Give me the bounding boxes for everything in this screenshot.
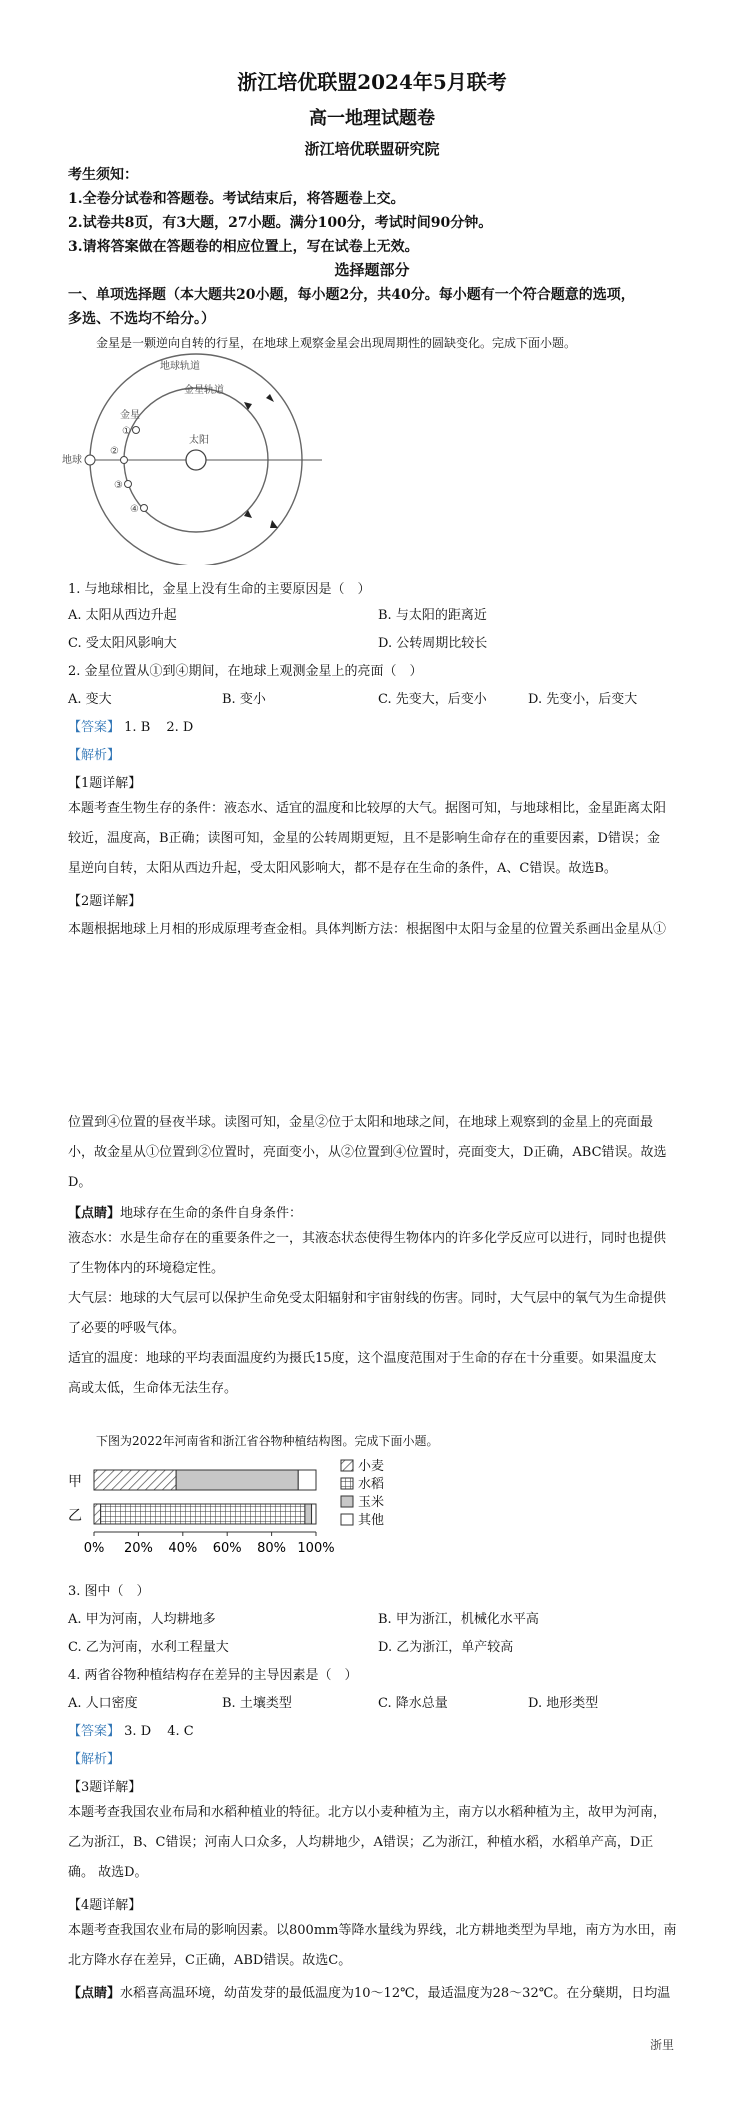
legend-swatch-corn	[341, 1496, 353, 1507]
detail-label: 【1题详解】	[68, 776, 142, 791]
tip-line: 高或太低，生命体无法生存。	[68, 1381, 238, 1396]
marker-3: ③	[114, 480, 123, 491]
part-title: 选择题部分	[334, 261, 410, 279]
answer-line	[68, 1720, 194, 1739]
detail-label: 【2题详解】	[68, 894, 142, 909]
venus-label: 金星	[120, 410, 140, 421]
notice-item: 3.请将答案做在答题卷的相应位置上，写在试卷上无效。	[68, 239, 419, 255]
earth-label: 地球	[62, 455, 82, 466]
tip-line: 了必要的呼吸气体。	[68, 1321, 186, 1336]
analysis-label: 【解析】	[68, 1752, 121, 1767]
notice-item: 1.全卷分试卷和答题卷。考试结束后，将答题卷上交。	[68, 191, 405, 207]
detail-line: 北方降水存在差异，C正确，ABD错误。故选C。	[68, 1953, 352, 1968]
option-a: A. 太阳从西边升起	[68, 608, 177, 623]
bar-rice-yi	[101, 1504, 305, 1524]
group-intro: 下图为2022年河南省和浙江省谷物种植结构图。完成下面小题。	[96, 1434, 439, 1448]
tip-title: 地球存在生命的条件自身条件：	[120, 1206, 303, 1221]
detail-text	[68, 1916, 680, 1976]
marker-1: ①	[122, 426, 131, 437]
venus-arrow	[244, 510, 252, 518]
detail-label: 【4题详解】	[68, 1898, 142, 1913]
answer-value: 4. C	[167, 1724, 194, 1739]
option-d: D. 公转周期比较长	[378, 636, 488, 651]
bar-wheat-jia	[94, 1470, 176, 1490]
venus-position-1	[133, 427, 140, 434]
option-c: C. 乙为河南，水利工程量大	[68, 1640, 229, 1655]
option-a: A. 人口密度	[68, 1696, 138, 1711]
footer-watermark: 浙里	[650, 2038, 675, 2052]
detail-line: 本题考查我国农业布局的影响因素。以800mm等降水量线为界线，北方耕地类型为旱地，南方为水田，南	[68, 1923, 677, 1938]
category-label: 乙	[68, 1508, 82, 1524]
x-tick-label: 60%	[212, 1541, 242, 1556]
option-b: B. 甲为浙江，机械化水平高	[378, 1612, 539, 1627]
option-d: D. 先变小，后变大	[528, 692, 638, 707]
detail-line: 乙为浙江，B、C错误；河南人口众多，人均耕地少，A错误；乙为浙江，种植水稻，水稻单产高，D正	[68, 1835, 654, 1850]
tip-text	[68, 1224, 680, 1404]
page-title: 浙江培优联盟2024年5月联考	[237, 70, 507, 94]
venus-orbit-label: 金星轨道	[184, 385, 224, 396]
answer-line	[68, 716, 193, 735]
detail-line: 本题考查生物生存的条件：液态水、适宜的温度和比较厚的大气。据图可知，与地球相比，金星距离太阳	[68, 801, 667, 816]
legend-swatch-other	[341, 1514, 353, 1525]
detail-line: 较近，温度高，B正确；读图可知，金星的公转周期更短，且不是影响生命存在的重要因素，D错误；金	[68, 831, 660, 846]
earth-arrow	[266, 394, 274, 402]
legend-label: 水稻	[358, 1477, 385, 1492]
bar-other-yi	[312, 1504, 316, 1524]
detail-text	[68, 794, 680, 884]
x-tick-label: 40%	[168, 1541, 198, 1556]
option-b: B. 变小	[222, 692, 266, 707]
sun-circle	[186, 450, 206, 470]
detail-line: 小，故金星从①位置到②位置时，亮面变小，从②位置到④位置时，亮面变大，D正确，ABC错误。故选	[68, 1145, 667, 1160]
tip-line: 适宜的温度：地球的平均表面温度约为摄氏15度，这个温度范围对于生命的存在十分重要。如果温度太	[68, 1351, 657, 1366]
bar-wheat-yi	[94, 1504, 101, 1524]
option-c: C. 先变大，后变小	[378, 692, 487, 707]
earth-dot	[85, 455, 95, 465]
organization: 浙江培优联盟研究院	[304, 140, 440, 158]
section-heading: 一、单项选择题（本大题共20小题，每小题2分，共40分。每小题有一个符合题意的选项，	[68, 287, 635, 303]
question-stem: 4. 两省谷物种植结构存在差异的主导因素是（ ）	[68, 1668, 358, 1683]
option-d: D. 乙为浙江，单产较高	[378, 1640, 514, 1655]
tip-label: 【点睛】	[68, 1986, 121, 2001]
option-c: C. 降水总量	[378, 1696, 448, 1711]
analysis-label: 【解析】	[68, 748, 121, 763]
detail-line: 位置到④位置的昼夜半球。读图可知，金星②位于太阳和地球之间，在地球上观察到的金星上的亮面最	[68, 1115, 654, 1130]
x-tick-label: 20%	[123, 1541, 153, 1556]
venus-position-3	[125, 481, 132, 488]
question-stem: 2. 金星位置从①到④期间，在地球上观测金星上的亮面（ ）	[68, 664, 423, 679]
detail-line: 本题考查我国农业布局和水稻种植业的特征。北方以小麦种植为主，南方以水稻种植为主，故甲为河南，	[68, 1805, 667, 1820]
answer-value: 1. B	[124, 720, 151, 735]
question-stem: 1. 与地球相比，金星上没有生命的主要原因是（ ）	[68, 582, 371, 597]
venus-orbit-figure	[62, 350, 322, 565]
tip-label: 【点睛】	[68, 1206, 121, 1221]
answer-label: 【答案】	[68, 720, 121, 735]
answer-label: 【答案】	[68, 1724, 121, 1739]
legend-label: 玉米	[358, 1495, 385, 1510]
tip-line: 了生物体内的环境稳定性。	[68, 1261, 225, 1276]
option-b: B. 与太阳的距离近	[378, 608, 487, 623]
x-tick-label: 80%	[257, 1541, 287, 1556]
detail-text	[68, 1798, 680, 1888]
detail-label: 【3题详解】	[68, 1780, 142, 1795]
x-tick-label: 100%	[297, 1541, 335, 1556]
legend-label: 小麦	[358, 1459, 385, 1474]
earth-arrow	[270, 520, 278, 528]
tip-heading	[68, 1202, 302, 1221]
legend-swatch-wheat	[341, 1460, 353, 1471]
detail-line: 本题根据地球上月相的形成原理考查金相。具体判断方法：根据图中太阳与金星的位置关系画出金星从①	[68, 922, 667, 937]
legend-swatch-rice	[341, 1478, 353, 1489]
group-intro: 金星是一颗逆向自转的行星，在地球上观察金星会出现周期性的圆缺变化。完成下面小题。	[96, 336, 577, 350]
option-c: C. 受太阳风影响大	[68, 636, 177, 651]
answer-value: 3. D	[124, 1724, 152, 1739]
detail-line: 星逆向自转，太阳从西边升起，受太阳风影响大，都不是存在生命的条件，A、C错误。故选B。	[68, 861, 617, 876]
earth-orbit-label: 地球轨道	[160, 361, 200, 372]
page-subtitle: 高一地理试题卷	[309, 108, 435, 129]
bar-corn-yi	[305, 1504, 312, 1524]
tip-line: 大气层：地球的大气层可以保护生命免受太阳辐射和宇宙射线的伤害。同时，大气层中的氧气为生命提供	[68, 1291, 667, 1306]
section-heading-cont: 多选、不选均不给分。）	[68, 311, 215, 327]
crop-structure-chart	[60, 1456, 400, 1566]
venus-arrow	[244, 402, 252, 410]
venus-position-2	[121, 457, 128, 464]
detail-line: D。	[68, 1175, 92, 1190]
category-label: 甲	[68, 1474, 82, 1490]
x-tick-label: 0%	[83, 1541, 105, 1556]
sun-label: 太阳	[189, 435, 209, 446]
question-stem: 3. 图中（ ）	[68, 1584, 150, 1599]
marker-4: ④	[130, 504, 139, 515]
option-a: A. 变大	[68, 692, 112, 707]
marker-2: ②	[110, 446, 119, 457]
detail-line: 确。 故选D。	[68, 1865, 148, 1880]
bar-other-jia	[298, 1470, 316, 1490]
notice-heading: 考生须知：	[68, 167, 138, 183]
option-a: A. 甲为河南，人均耕地多	[68, 1612, 216, 1627]
option-b: B. 土壤类型	[222, 1696, 292, 1711]
tip-text: 水稻喜高温环境，幼苗发芽的最低温度为10～12℃，最适温度为28～32℃。在分蘖期，日均温	[120, 1986, 671, 2001]
notice-item: 2.试卷共8页，有3大题，27小题。满分100分，考试时间90分钟。	[68, 215, 493, 231]
venus-position-4	[141, 505, 148, 512]
legend-label: 其他	[358, 1513, 385, 1528]
tip-line: 液态水：水是生命存在的重要条件之一，其液态状态使得生物体内的许多化学反应可以进行，同时也提供	[68, 1231, 667, 1246]
bar-corn-jia	[176, 1470, 298, 1490]
option-d: D. 地形类型	[528, 1696, 599, 1711]
detail-text-continued	[68, 1108, 680, 1198]
tip-line	[68, 1982, 670, 2001]
answer-value: 2. D	[166, 720, 194, 735]
